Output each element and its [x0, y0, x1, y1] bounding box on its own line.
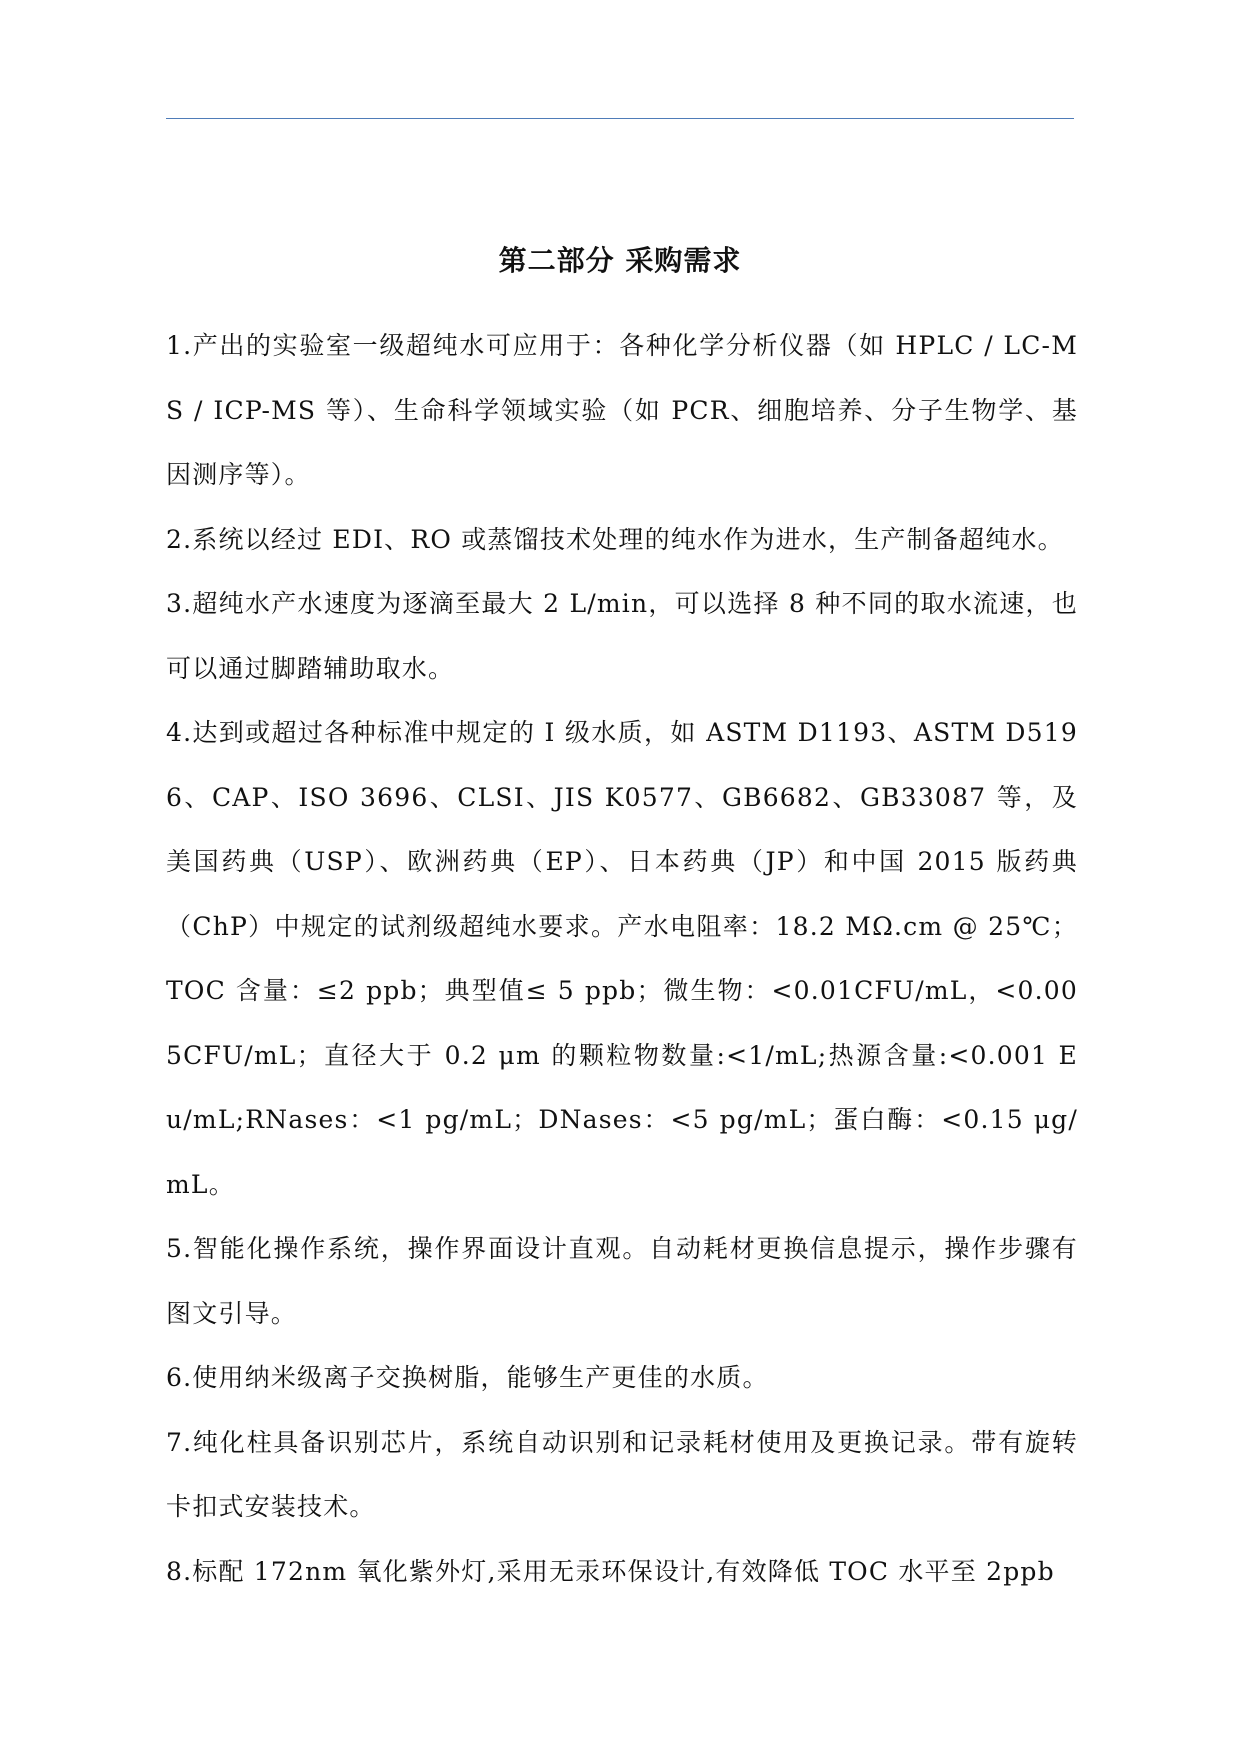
requirement-item-1: 1.产出的实验室一级超纯水可应用于：各种化学分析仪器（如 HPLC / LC-MS / ICP-MS 等）、生命科学领域实验（如 PCR、细胞培养、分子生物学、基因测序等）。 [166, 331, 1078, 489]
requirement-item-2: 2.系统以经过 EDI、RO 或蒸馏技术处理的纯水作为进水，生产制备超纯水。 [166, 524, 1064, 554]
requirement-item-3: 3.超纯水产水速度为逐滴至最大 2 L/min，可以选择 8 种不同的取水流速，也可以通过脚踏辅助取水。 [166, 589, 1078, 683]
requirement-item-4: 4.达到或超过各种标准中规定的 I 级水质，如 ASTM D1193、ASTM D5196、CAP、ISO 3696、CLSI、JIS K0577、GB6682、GB33087 等，及美国药典（USP）、欧洲药典（EP）、日本药典（JP）和中国 2015 版药典（ChP）中规定的试剂级超纯水要求。产水电阻率：18.2 MΩ.cm @ 25℃；TOC 含量：≤2 ppb；典型值≤ 5 ppb；微生物：<0.01CFU/mL，<0.005CFU/mL；直径大于 0.2 μm 的颗粒物数量:<1/mL;热源含量:<0.001 Eu/mL;RNases：<1 pg/mL；DNases：<5 pg/mL；蛋白酶：<0.15 μg/mL。 [166, 718, 1078, 1199]
header-rule [166, 118, 1074, 119]
requirement-item-5: 5.智能化操作系统，操作界面设计直观。自动耗材更换信息提示，操作步骤有图文引导。 [166, 1234, 1078, 1328]
requirement-item-6: 6.使用纳米级离子交换树脂，能够生产更佳的水质。 [166, 1363, 769, 1392]
requirement-item-7: 7.纯化柱具备识别芯片，系统自动识别和记录耗材使用及更换记录。带有旋转卡扣式安装技术。 [166, 1427, 1078, 1521]
requirements-list [166, 314, 1078, 1604]
page-title: 第二部分 采购需求 [498, 243, 742, 277]
requirement-item-8: 8.标配 172nm 氧化紫外灯,采用无汞环保设计,有效降低 TOC 水平至 2ppb [166, 1556, 1055, 1586]
